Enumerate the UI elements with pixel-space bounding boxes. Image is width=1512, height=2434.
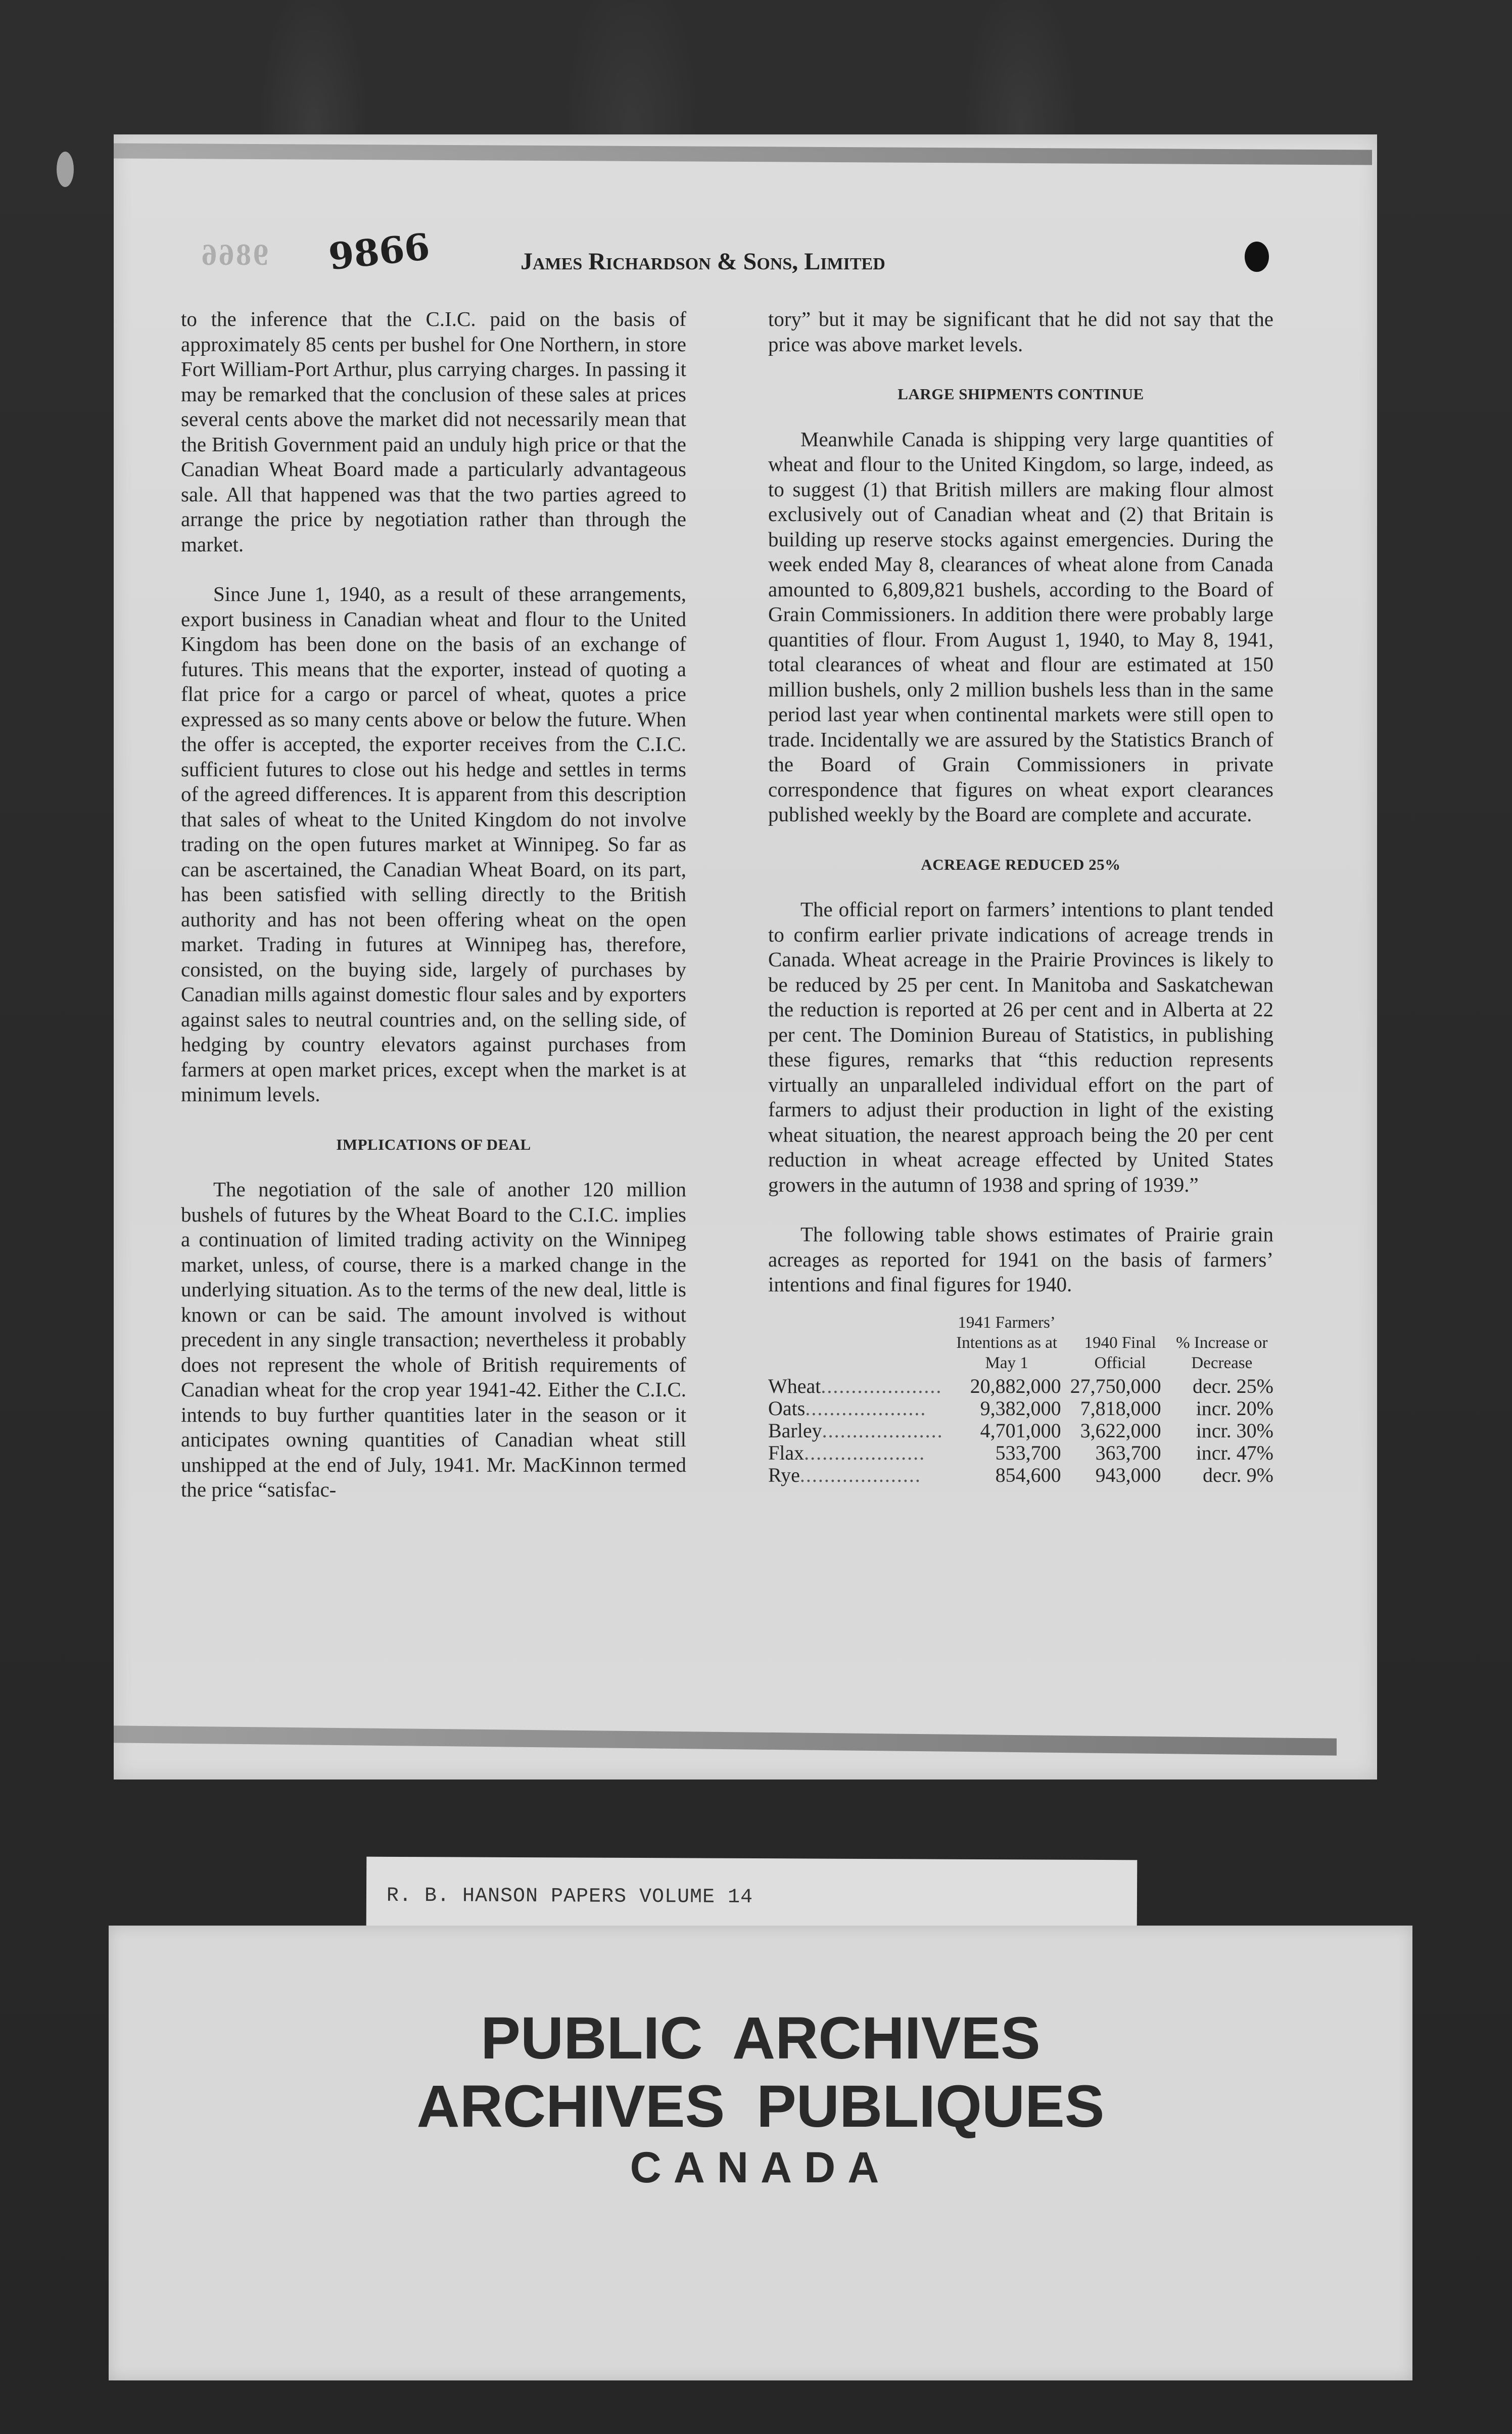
heading-acreage-reduced: ACREAGE REDUCED 25% xyxy=(921,855,1121,873)
punch-hole-icon xyxy=(1245,242,1269,272)
final-1940: 7,818,000 xyxy=(1080,1396,1161,1420)
intentions-1941: 533,700 xyxy=(995,1441,1061,1464)
header-percent-change: % Increase or Decrease xyxy=(1176,1333,1268,1372)
final-1940: 3,622,000 xyxy=(1080,1419,1161,1442)
bleed-through-page-number: 9866 xyxy=(200,238,268,271)
heading-implications-of-deal: IMPLICATIONS OF DEAL xyxy=(336,1135,531,1153)
paragraph-inference: to the inference that the C.I.C. paid on the basis of approximately 85 cents per bushel for One Northern, in store Fort William-Port Arthur, plus carrying charges. In passing it may be remarked that the conclusion of these sales at prices several cents above the market did not necessarily mean that the British Government paid an unduly high price or that the Canadian Wheat Board made a particularly advantageous sale. All that happened was that the two parties agreed to arrange the price by negotiation rather than through the market. xyxy=(181,307,686,556)
heading-large-shipments: LARGE SHIPMENTS CONTINUE xyxy=(897,385,1144,403)
table-row xyxy=(768,1375,1273,1397)
crop-name: Rye xyxy=(768,1464,800,1486)
table-row xyxy=(768,1464,1273,1486)
paragraph-implications: The negotiation of the sale of another 120 million bushels of futures by the Wheat Board to the C.I.C. implies a continuation of limited trading activity on the Winnipeg market, unless, of course, there is a marked change in the underlying situation. As to the terms of the new deal, little is known or can be said. The amount involved is without precedent in any single transaction; nevertheless it probably does not represent the whole of British requirements of Canadian wheat for the crop year 1941-42. Either the C.I.C. intends to buy further quantities later in the season or it anticipates owning quantities of Canadian wheat still unshipped at the end of July, 1941. Mr. MacKinnon termed the price “satisfac- xyxy=(181,1178,686,1501)
header-1940-final: 1940 Final Official xyxy=(1084,1333,1156,1372)
crop-name: Oats xyxy=(768,1397,806,1420)
intentions-1941: 854,600 xyxy=(995,1463,1061,1486)
header-1941-intentions: 1941 Farmers’ Intentions as at May 1 xyxy=(956,1313,1058,1372)
percent-change: incr. 47% xyxy=(1196,1441,1273,1464)
table-header-row xyxy=(768,1313,1273,1375)
final-1940: 943,000 xyxy=(1095,1463,1161,1486)
percent-change: decr. 25% xyxy=(1193,1374,1273,1397)
paragraph-acreage: The official report on farmers’ intentions to plant tended to confirm earlier private indications of acreage trends in Canada. Wheat acreage in the Prairie Provinces is likely to be reduced by 25 per cent. In Manitoba and Saskatchewan the reduction is reported at 26 per cent and in Alberta at 22 per cent. The Dominion Bureau of Statistics, in publishing these figures, remarks that “this reduction represents virtually an unparalleled individual effort on the part of farmers to adjust their production in light of the existing wheat situation, the nearest approach being the 20 per cent reduction in wheat acreage effected by United States growers in the autumn of 1938 and spring of 1939.” xyxy=(768,898,1273,1196)
table-row xyxy=(768,1442,1273,1464)
stamped-page-number: 9866 xyxy=(326,224,432,278)
collection-label: R. B. HANSON PAPERS VOLUME 14 xyxy=(386,1884,753,1909)
paragraph-continuation: tory” but it may be significant that he did not say that the price was above market levels. xyxy=(768,307,1273,356)
dot-leader: .................... xyxy=(804,1441,926,1464)
acreage-table xyxy=(768,1313,1273,1486)
dot-leader: .................... xyxy=(805,1397,927,1420)
archive-line-english: PUBLIC ARCHIVES xyxy=(481,2005,1041,2072)
archive-line-french: ARCHIVES PUBLIQUES xyxy=(416,2073,1105,2140)
table-row xyxy=(768,1397,1273,1420)
percent-change: incr. 20% xyxy=(1196,1396,1273,1420)
archive-target-card xyxy=(109,1926,1412,2380)
percent-change: incr. 30% xyxy=(1196,1419,1273,1442)
dot-leader: .................... xyxy=(822,1419,943,1442)
left-column xyxy=(181,307,686,1527)
dot-leader: .................... xyxy=(799,1464,921,1486)
letterhead: James Richardson & Sons, Limited xyxy=(521,248,885,275)
intentions-1941: 20,882,000 xyxy=(970,1374,1061,1397)
dot-leader: .................... xyxy=(821,1375,942,1397)
paragraph-exchange-of-futures: Since June 1, 1940, as a result of these arrangements, export business in Canadian wheat and flour to the United Kingdom has been done on the basis of an exchange of futures. This means that the exporter, instead of quoting a flat price for a cargo or parcel of wheat, quotes a price expressed as so many cents above or below the future. When the offer is accepted, the exporter receives from the C.I.C. sufficient futures to close out his hedge and settles in terms of the agreed differences. It is apparent from this description that sales of wheat to the United Kingdom do not involve trading on the open futures market at Winnipeg. So far as can be ascertained, the Canadian Wheat Board, on its part, has been satisfied with selling directly to the British authority and has not been offering wheat on the open market. Trading in futures at Winnipeg has, therefore, consisted, on the buying side, largely of purchases by Canadian mills against domestic flour sales and by exporters against sales to neutral countries and, on the selling side, of hedging by country elevators against purchases from farmers at open market prices, except when the market is at minimum levels. xyxy=(181,582,686,1106)
archive-line-country: CANADA xyxy=(630,2143,891,2192)
intentions-1941: 9,382,000 xyxy=(980,1396,1061,1420)
paragraph-table-intro: The following table shows estimates of Prairie grain acreages as reported for 1941 on the basis of farmers’ intentions and final figures for 1940. xyxy=(768,1223,1273,1296)
percent-change: decr. 9% xyxy=(1203,1463,1273,1486)
film-sprocket-hole xyxy=(57,152,74,187)
final-1940: 27,750,000 xyxy=(1070,1374,1161,1397)
header-crop xyxy=(768,1313,943,1375)
intentions-1941: 4,701,000 xyxy=(980,1419,1061,1442)
table-row xyxy=(768,1420,1273,1442)
crop-name: Flax xyxy=(768,1441,805,1464)
crop-name: Wheat xyxy=(768,1375,821,1397)
crop-name: Barley xyxy=(768,1419,822,1442)
final-1940: 363,700 xyxy=(1095,1441,1161,1464)
paragraph-shipments: Meanwhile Canada is shipping very large quantities of wheat and flour to the United Kingdom, so large, indeed, as to suggest (1) that British millers are making flour almost exclusively out of Canadian wheat and (2) that Britain is building up reserve stocks against emergencies. During the week ended May 8, clearances of wheat alone from Canada amounted to 6,809,821 bushels, according to the Board of Grain Commissioners. In addition there were probably large quantities of flour. From August 1, 1940, to May 8, 1941, total clearances of wheat and flour are estimated at 150 million bushels, only 2 million bushels less than in the same period last year when continental markets were still open to trade. Incidentally we are assured by the Statistics Branch of the Board of Grain Commissioners in private correspondence that figures on wheat export clearances published weekly by the Board are complete and accurate. xyxy=(768,427,1273,826)
right-column xyxy=(768,307,1273,1486)
collection-label-strip xyxy=(366,1857,1138,1931)
